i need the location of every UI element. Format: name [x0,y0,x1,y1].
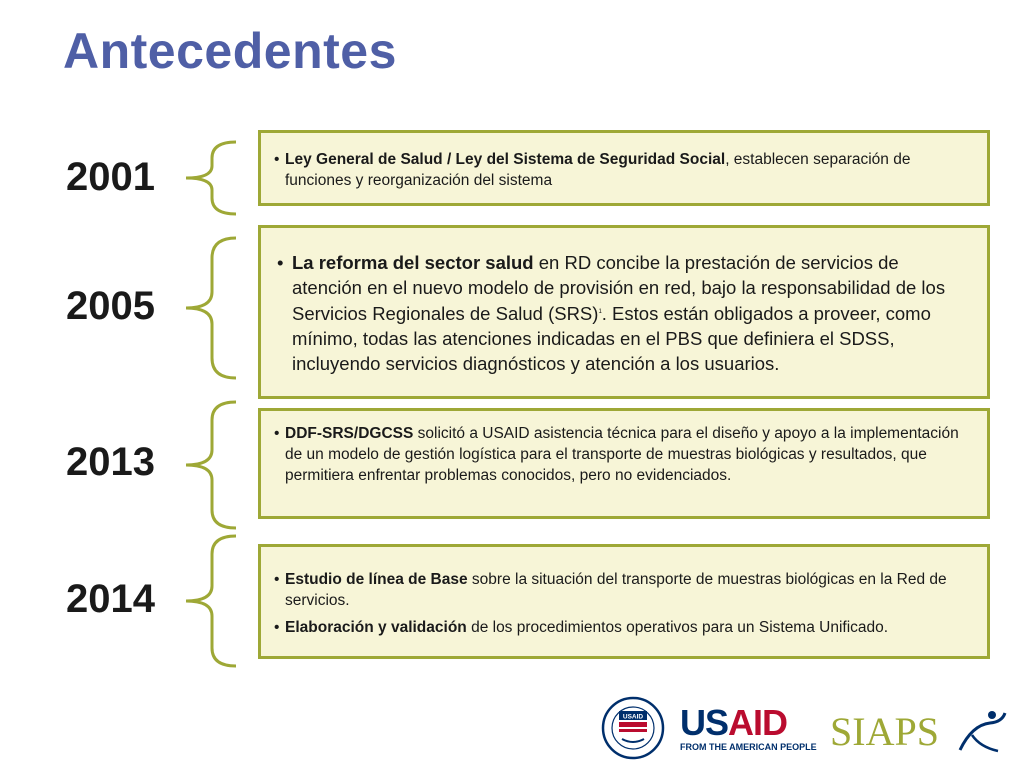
usaid-tagline: FROM THE AMERICAN PEOPLE [680,742,817,752]
bullet-text: , establecen separación de funciones y reorganización del sistema [285,151,911,189]
siaps-logo-text: SIAPS [830,709,939,754]
footer-logos [600,695,1010,760]
brace-icon [180,234,240,382]
bullet-item [267,569,975,611]
bullet-bold-text: Ley General de Salud / Ley del Sistema de Seguridad Social [285,151,726,168]
siaps-figure-icon [960,711,1005,751]
bullet-item [267,250,973,376]
bullet-item [267,423,975,486]
bullet-bold-text: Elaboración y validación [285,619,467,636]
bullet-list [267,423,975,486]
bullet-text: de los procedimientos operativos para un Sistema Unificado. [466,619,889,636]
bullet-text-continued: . Estos están obligados a proveer, como mínimo, todas las atenciones indicadas en el PBS que definiera el SDSS, incluyendo servicios diagnósticos y atención a los usuarios. [292,303,931,375]
usaid-seal-icon [603,698,663,758]
bullet-list [267,149,975,191]
timeline-box-2013 [258,408,990,519]
slide-title: Antecedentes [63,23,397,79]
timeline-box-2001 [258,130,990,206]
bullet-bold-text: Estudio de línea de Base [285,571,468,588]
brace-icon [180,398,240,532]
bullet-bold-text: DDF-SRS/DGCSS [285,425,414,442]
year-2005: 2005 [66,284,155,328]
seal-label: USAID [622,713,644,721]
year-2001: 2001 [66,155,155,199]
bullet-item [267,149,975,191]
usaid-logo-text: USAID [680,702,788,743]
bullet-text: sobre la situación del transporte de muestras biológicas en la Red de servicios. [285,571,947,609]
brace-icon [180,138,240,218]
bullet-text: solicitó a USAID asistencia técnica para el diseño y apoyo a la implementación de un modelo de gestión logística para el transporte de muestras biológicas y resultados, que permitiera enfrentar problemas conocidos, pero no evidenciados. [285,425,959,484]
year-2014: 2014 [66,577,155,621]
bullet-list [267,250,973,376]
footnote-marker: 1 [598,309,602,315]
bullet-bold-text: La reforma del sector salud [292,252,534,273]
timeline-box-2014 [258,544,990,659]
bullet-text: en RD concibe la prestación de servicios de atención en el nuevo modelo de provisión en red, bajo la responsabilidad de los Servicios Regionales de Salud (SRS) [292,252,946,325]
bullet-list [267,569,975,638]
timeline-box-2005 [258,225,990,399]
brace-icon [180,532,240,670]
year-2013: 2013 [66,440,155,484]
bullet-item [267,617,975,638]
